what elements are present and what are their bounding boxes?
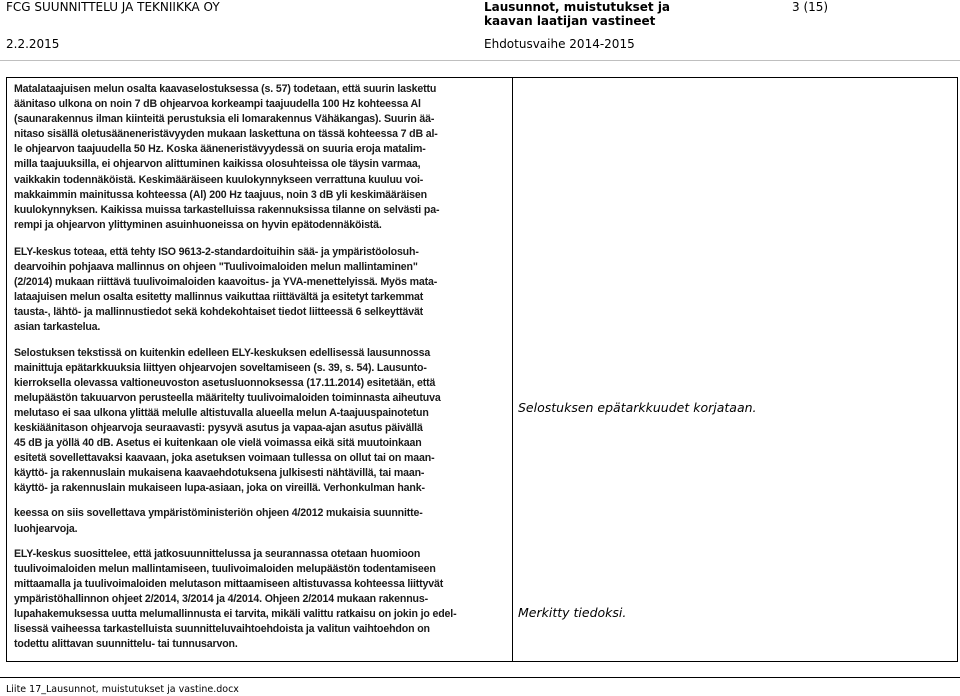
footer-filename: Liite 17_Lausunnot, muistutukset ja vastine.docx	[6, 684, 239, 695]
statement-line: nitaso sisällä oletusääneneristävyyden mukaan laskettuna on tässä kohteessa 7 dB al-	[14, 128, 438, 141]
statement-line: keskiäänitason ohjearvoja seuraavasti: pysyvä asutus ja vapaa-ajan asutus päivällä	[14, 421, 423, 434]
statement-line: milla taajuuksilla, ei ohjearvon alittuminen kaikissa olosuhteissa ole täysin varmaa,	[14, 158, 421, 171]
document-title	[484, 0, 670, 28]
response-text: Selostuksen epätarkkuudet korjataan.	[518, 400, 757, 415]
statement-line: (2/2014) mukaan riittävä tuulivoimaloiden kaavoitus- ja YVA-menettelyissä. Myös mata-	[14, 276, 438, 289]
statement-line: vaikkakin todennäköistä. Keskimääräiseen kuulokynnykseen verrattuna kuuluu voi-	[14, 173, 424, 186]
statement-line: lupahakemuksessa uutta melumallinnusta ei tarvita, mikäli valittu ratkaisu on jokin jo edel-	[14, 608, 457, 620]
statement-line: äänitaso ulkona on noin 7 dB ohjearvoa korkeampi taajuudella 100 Hz kohteessa Al	[14, 98, 421, 111]
statement-line: asian tarkastelua.	[14, 321, 101, 334]
statement-line: lataajuisen melun osalta esitetty mallinnus vaikuttaa riittävältä ja esitetyt tarkemmat	[14, 291, 424, 304]
statement-line: makkaimmin mainitussa kohteessa (Al) 200 Hz taajuus, noin 3 dB yli keskimääräisen	[14, 188, 427, 201]
statement-line: ELY-keskus toteaa, että tehty ISO 9613-2-standardoituihin sää- ja ympäristöolosuh-	[14, 245, 419, 258]
document-title-line-1: Lausunnot, muistutukset ja	[484, 0, 671, 14]
statement-line: kuulokynnyksen. Kaikissa muissa tarkastelluissa rakennuksissa tilanne on selvästi pa-	[14, 203, 440, 216]
statement-line: mainittuja epätarkkuuksia liittyen ohjearvojen soveltamiseen (s. 39, s. 54). Lausunto-	[14, 361, 427, 374]
table-column-divider	[512, 77, 513, 662]
statement-line: dearvoihin pohjaava mallinnus on ohjeen "Tuulivoimaloiden melun mallintaminen"	[14, 261, 418, 274]
statement-line: lisessä vaiheessa tarkastelluista suunnitteluvaihtoehdoista ja valitun vaihtoehdon on	[14, 623, 430, 636]
statement-line: todettu alittavan suunnittelu- tai tunnusarvon.	[14, 638, 238, 651]
statement-line: melupäästön takuuarvon perusteella määritelty tuulivoimaloiden toiminnasta aiheutuva	[14, 391, 441, 404]
statement-line: esitetä sovellettavaksi kaavaan, joka asetuksen voimaan tullessa on ollut tai on maan-	[14, 452, 435, 465]
response-text: Merkitty tiedoksi.	[518, 605, 627, 620]
statement-line: tuulivoimaloiden melun mallintamiseen, tuulivoimaloiden melupäästön todentamiseen	[14, 562, 436, 575]
statement-line: luohjearvoja.	[14, 522, 78, 535]
statement-line: käyttö- ja rakennuslain mukaiseen lupa-asiaan, joka on vireillä. Verhonkulman hank-	[14, 482, 425, 495]
document-title-line-2: kaavan laatijan vastineet	[484, 14, 656, 28]
statement-line: kierroksella olevassa valtioneuvoston asetusluonnoksessa (17.11.2014) esitetään, että	[14, 376, 436, 389]
document-date: 2.2.2015	[6, 37, 60, 51]
statement-line: 45 dB ja yöllä 40 dB. Asetus ei kuitenkaan ole vielä voimassa eikä sitä muutoinkaan	[14, 437, 422, 450]
statement-line: rempi ja ohjearvon ylittyminen asuinhuoneissa on hyvin epätodennäköistä.	[14, 218, 382, 231]
statement-text-image	[14, 82, 457, 652]
statement-line: ympäristöhallinnon ohjeet 2/2014, 3/2014 ja 4/2014. Ohjeen 2/2014 mukaan rakennus-	[14, 592, 429, 605]
document-phase: Ehdotusvaihe 2014-2015	[484, 37, 635, 51]
statement-line: mittaamalla ja tuulivoimaloiden melutason mittaamiseen altistuvassa kohteessa liittyvät	[14, 577, 444, 590]
statement-line: käyttö- ja rakennuslain mukaisena kaavaehdotuksena julkisesti nähtävillä, tai maan-	[14, 467, 425, 480]
header-divider	[0, 60, 960, 61]
statement-line: (saunarakennus ilman kiinteitä perustuksia eli lomarakennus Vähäkangas). Suurin ää-	[14, 113, 435, 126]
statement-line: Matalataajuisen melun osalta kaavaselostuksessa (s. 57) todetaan, että suurin laskettu	[14, 83, 437, 95]
statement-line: keessa on siis sovellettava ympäristöministeriön ohjeen 4/2012 mukaisia suunnitte-	[14, 507, 423, 520]
page-number: 3 (15)	[792, 0, 829, 14]
statement-line: melutaso ei saa ulkona ylittää melulle altistuvalla alueella melun A-taajuuspainotetun	[14, 406, 429, 419]
footer-divider	[0, 677, 960, 678]
statement-line: le ohjearvon taajuudella 50 Hz. Koska ääneneristävyydessä on suuria eroja matalim-	[14, 143, 426, 156]
statement-line: Selostuksen tekstissä on kuitenkin edelleen ELY-keskuksen edellisessä lausunnossa	[14, 346, 431, 359]
company-name: FCG SUUNNITTELU JA TEKNIIKKA OY	[6, 0, 220, 14]
statement-line: tausta-, lähtö- ja mallinnustiedot sekä kohdekohtaiset tiedot liitteessä 6 selkeyttävät	[14, 306, 424, 319]
statement-line: ELY-keskus suosittelee, että jatkosuunnittelussa ja seurannassa otetaan huomioon	[14, 547, 421, 560]
